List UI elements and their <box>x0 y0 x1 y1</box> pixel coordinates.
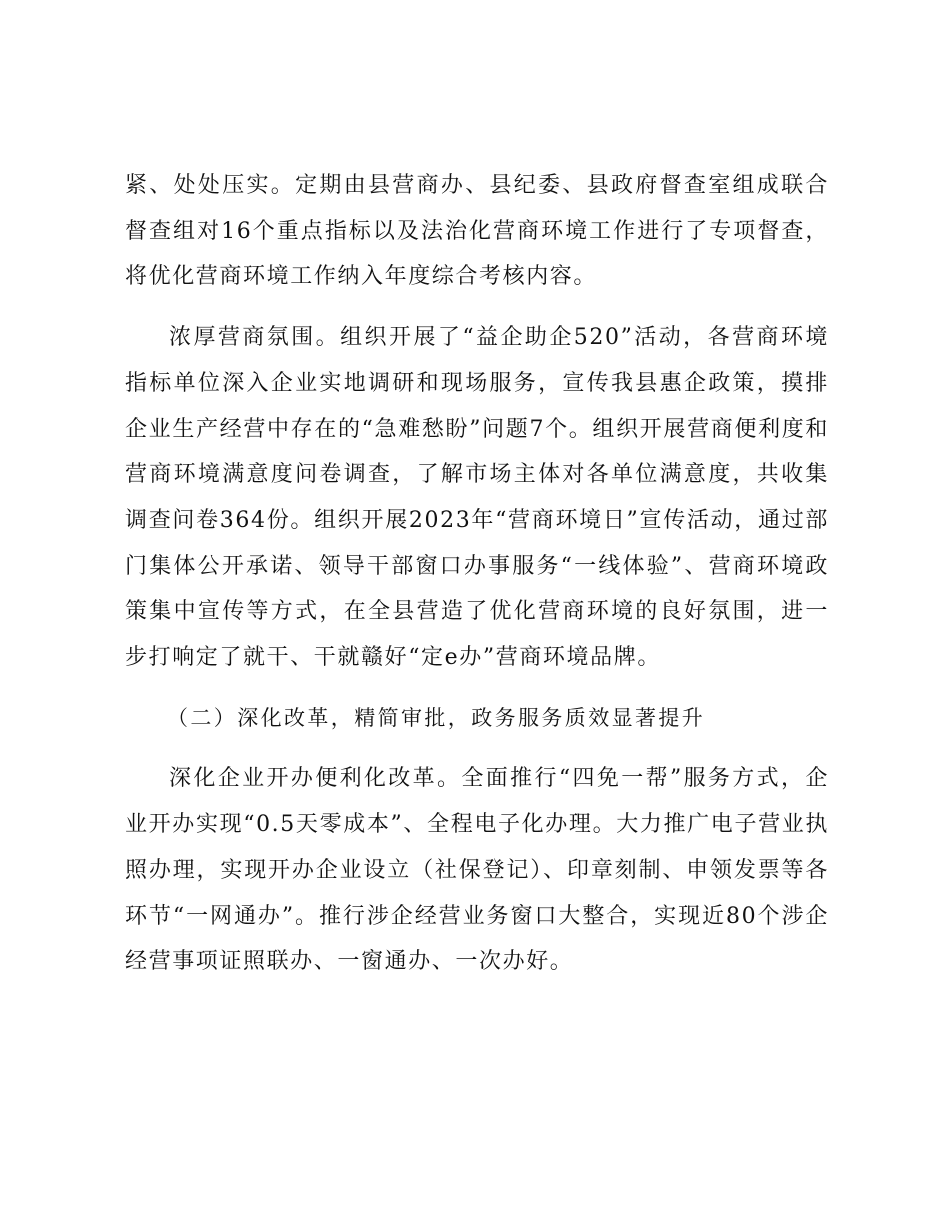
paragraph-spacer <box>125 300 829 315</box>
document-body <box>125 163 829 985</box>
paragraph-continued: 紧、处处压实。定期由县营商办、县纪委、县政府督查室组成联合督查组对16个重点指标以及法治化营商环境工作进行了专项督查，将优化营商环境工作纳入年度综合考核内容。 <box>125 173 829 290</box>
paragraph-spacer <box>125 741 829 756</box>
paragraph-business-atmosphere: 浓厚营商氛围。组织开展了“益企助企520”活动，各营商环境指标单位深入企业实地调研和现场服务，宣传我县惠企政策，摸排企业生产经营中存在的“急难愁盼”问题7个。组织开展营商便利度和营商环境满意度问卷调查，了解市场主体对各单位满意度，共收集调查问卷364份。组织开展2023年“营商环境日”宣传活动，通过部门集体公开承诺、领导干部窗口办事服务“一线体验”、营商环境政策集中宣传等方式，在全县营造了优化营商环境的良好氛围，进一步打响定了就干、干就赣好“定e办”营商环境品牌。 <box>125 325 829 671</box>
section-heading: （二）深化改革，精简审批，政务服务质效显著提升 <box>167 705 706 730</box>
paragraph-enterprise-reform: 深化企业开办便利化改革。全面推行“四免一帮”服务方式，企业开办实现“0.5天零成本”、全程电子化办理。大力推广电子营业执照办理，实现开办企业设立（社保登记）、印章刻制、申领发票等各环节“一网通办”。推行涉企经营业务窗口大整合，实现近80个涉企经营事项证照联办、一窗通办、一次办好。 <box>125 766 829 975</box>
paragraph-spacer <box>125 681 829 696</box>
